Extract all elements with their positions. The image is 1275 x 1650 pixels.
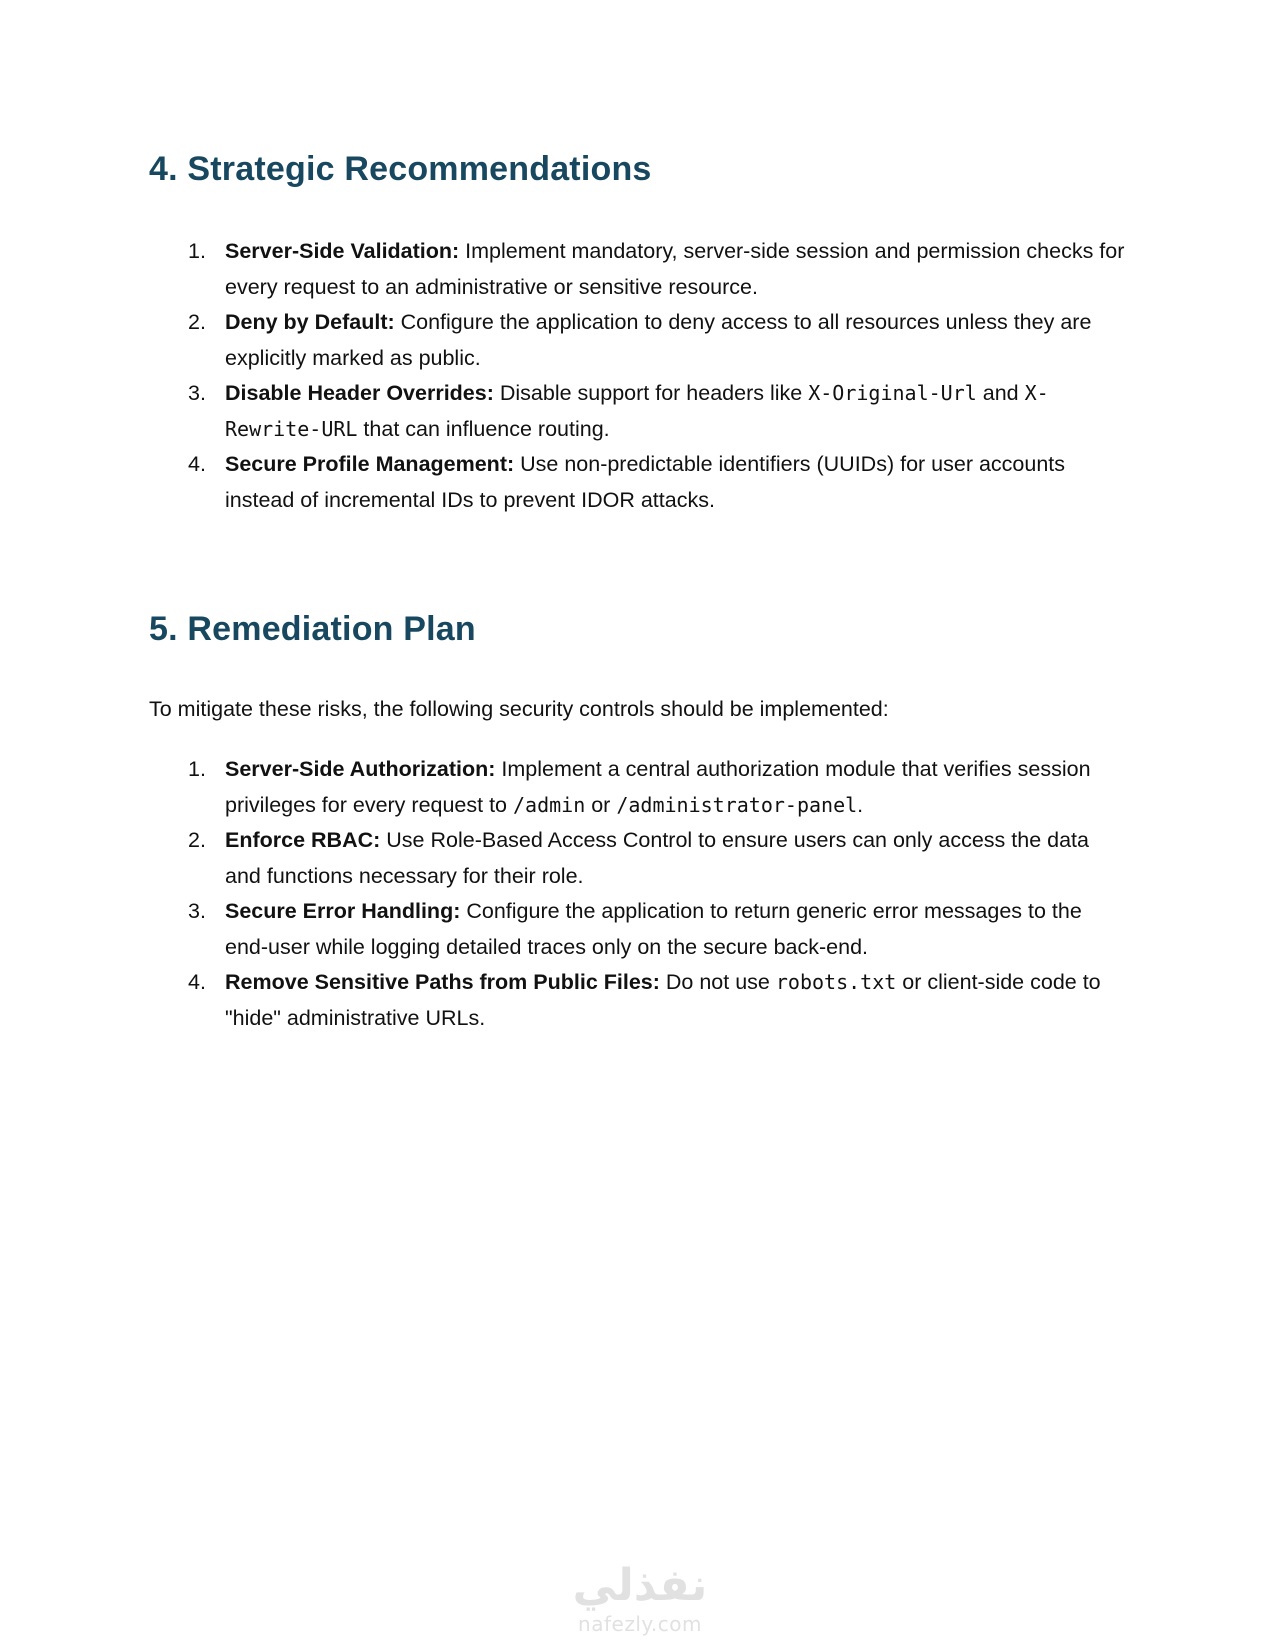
item-text: Use Role-Based Access Control to ensure users can only access the data and functions necessary for their role. (225, 828, 1089, 888)
list-item (188, 447, 1128, 518)
item-text: Do not use (659, 970, 776, 994)
item-title: Enforce RBAC: (225, 828, 381, 852)
list-number: 2. (188, 828, 206, 852)
item-title: Server-Side Validation: (225, 239, 460, 263)
inline-code-file: robots.txt (775, 970, 897, 994)
remediation-plan-list (188, 752, 1128, 1036)
item-text: . (857, 792, 864, 817)
list-number: 4. (188, 452, 206, 476)
remediation-intro: To mitigate these risks, the following security controls should be implemented: (149, 697, 889, 721)
watermark-domain-text: nafezly.com (578, 1612, 702, 1636)
inline-code-header: X-Rewrite-URL (225, 381, 1049, 441)
inline-code-path: /admin (513, 792, 586, 817)
watermark-arabic-text: نفذلي (572, 1560, 708, 1611)
list-number: 3. (188, 899, 206, 923)
item-text: Configure the application to return generic error messages to the end-user while logging detailed traces only on the secure back-end. (225, 899, 1082, 959)
item-text: Disable support for headers like (493, 381, 809, 405)
section-heading-strategic-recommendations: 4. Strategic Recommendations (149, 150, 652, 188)
strategic-recommendations-list (188, 234, 1128, 518)
item-title: Disable Header Overrides: (225, 381, 494, 405)
section-heading-remediation-plan: 5. Remediation Plan (149, 610, 476, 648)
list-item (188, 823, 1128, 894)
item-text: Use non-predictable identifiers (UUIDs) for user accounts instead of incremental IDs to prevent IDOR attacks. (225, 452, 1066, 512)
list-number: 4. (188, 970, 206, 994)
list-number: 3. (188, 381, 206, 405)
item-text: that can influence routing. (357, 416, 610, 441)
list-item (188, 894, 1128, 965)
item-text: or (585, 792, 617, 817)
inline-code-path: /administrator-panel (616, 792, 858, 817)
item-title: Remove Sensitive Paths from Public Files: (225, 970, 660, 994)
list-item (188, 305, 1128, 376)
list-item (188, 234, 1128, 305)
item-title: Secure Profile Management: (225, 452, 515, 476)
list-item (188, 376, 1128, 447)
item-title: Server-Side Authorization: (225, 757, 496, 781)
item-title: Deny by Default: (225, 310, 395, 334)
item-title: Secure Error Handling: (225, 899, 461, 923)
list-item (188, 965, 1128, 1036)
inline-code-header: X-Original-Url (808, 381, 977, 405)
item-text: Implement mandatory, server-side session and permission checks for every request to an administrative or sensitive resource. (225, 239, 1125, 299)
item-text: and (976, 381, 1025, 405)
item-text: Implement a central authorization module that verifies session privileges for every request to (225, 757, 1091, 817)
item-text: or client-side code to "hide" administrative URLs. (225, 970, 1101, 1030)
list-number: 2. (188, 310, 206, 334)
list-number: 1. (188, 757, 206, 781)
list-item (188, 752, 1128, 823)
item-text: Configure the application to deny access to all resources unless they are explicitly marked as public. (225, 310, 1092, 370)
list-number: 1. (188, 239, 206, 263)
watermark-logo (555, 1560, 725, 1645)
